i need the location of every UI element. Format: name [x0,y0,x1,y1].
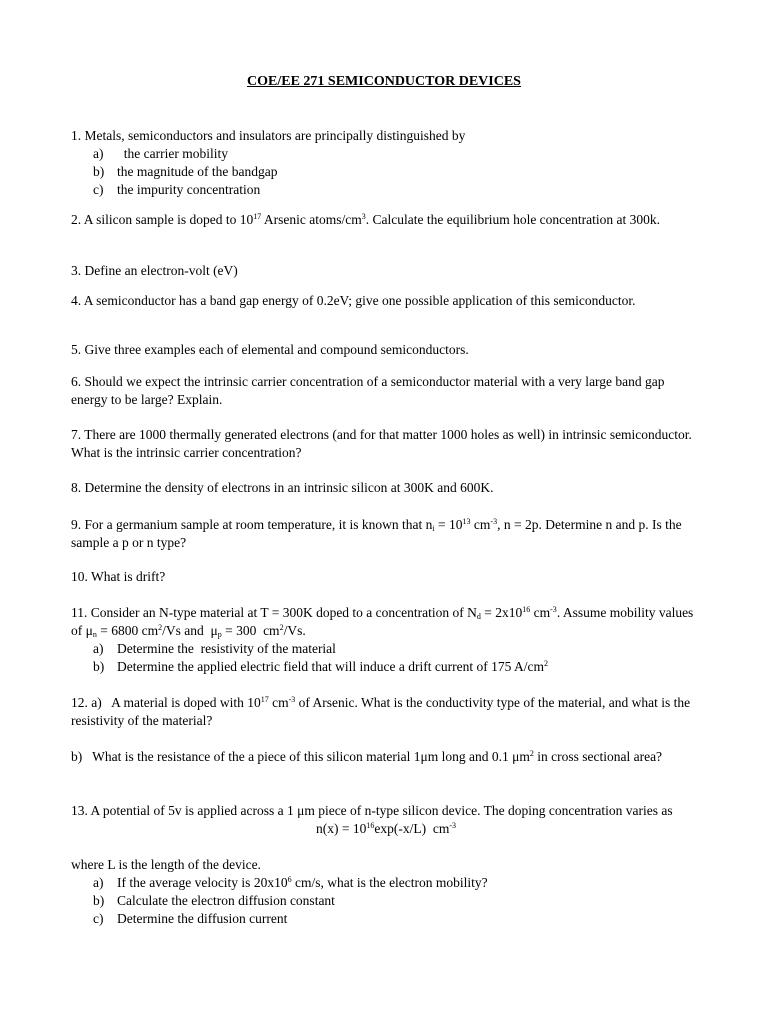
question-13-option-b: b) Calculate the electron diffusion constant [93,893,335,908]
question-13-option-a: a) If the average velocity is $20x10^6$ cm/s, what is the electron mobility? [93,875,488,890]
question-11-option-b: b) Determine the applied electric field that will induce a drift current of 175 $A/cm^2$ [93,659,548,674]
question-7: 7. There are 1000 thermally generated electrons (and for that matter 1000 holes as well) in intrinsic semiconductor. What is the intrinsic carrier concentration? [71,427,692,460]
question-12a: 12. a) A material is doped with $10^{17}$ $cm^{-3}$ of Arsenic. What is the conductivity type of the material, and what is the resistivity of the material? [71,695,691,728]
question-1-option-c: c) the impurity concentration [93,182,261,197]
question-3: 3. Define an electron-volt (eV) [71,263,238,278]
question-13-option-c: c) Determine the diffusion current [93,911,288,926]
question-9: 9. For a germanium sample at room temperature, it is known that $n_i = 10^{13}$ $cm^{-3}$, n = 2p. Determine n and p. Is the sample a p or n type? [71,517,682,550]
document-title: COE/EE 271 SEMICONDUCTOR DEVICES [247,74,521,89]
question-1-text: 1. Metals, semiconductors and insulators are principally distinguished by [71,128,466,143]
question-4: 4. A semiconductor has a band gap energy of 0.2eV; give one possible application of this semiconductor. [71,293,636,308]
question-6: 6. Should we expect the intrinsic carrier concentration of a semiconductor material with a very large band gap energy to be large? Explain. [71,374,665,407]
question-12b: b) What is the resistance of the a piece of this silicon material 1μm long and 0.1 $\mu m^2$ in cross sectional area? [71,749,663,764]
question-5: 5. Give three examples each of elemental and compound semiconductors. [71,342,469,357]
question-1 [71,127,701,199]
question-8: 8. Determine the density of electrons in an intrinsic silicon at 300K and 600K. [71,480,494,495]
question-1-option-b: b) the magnitude of the bandgap [93,164,278,179]
question-11-option-a: a) Determine the resistivity of the material [93,641,336,656]
question-11 [71,604,701,676]
question-10: 10. What is drift? [71,569,166,584]
question-1-option-a: a) the carrier mobility [93,146,228,161]
question-13-where: where L is the length of the device. [71,857,261,872]
question-2: 2. A silicon sample is doped to $10^{17}$ Arsenic atoms/$cm^3$. Calculate the equilibrium hole concentration at 300k. [71,212,661,227]
question-13-equation: $n(x) = 10^{16}\exp(-x/L)$ $cm^{-3}$ [316,821,456,836]
question-13 [71,802,701,928]
question-13-text: 13. A potential of 5v is applied across a 1 μm piece of n-type silicon device. The doping concentration varies as [71,803,673,818]
question-11-text: 11. Consider an N-type material at T = 300K doped to a concentration of $N_d = 2x10^{16}$ $cm^{-3}$. Assume mobility values of $\mu_n = 6800$ $cm^2/Vs$ and $\mu_p = 300$ $cm^2/Vs$. [71,605,694,639]
